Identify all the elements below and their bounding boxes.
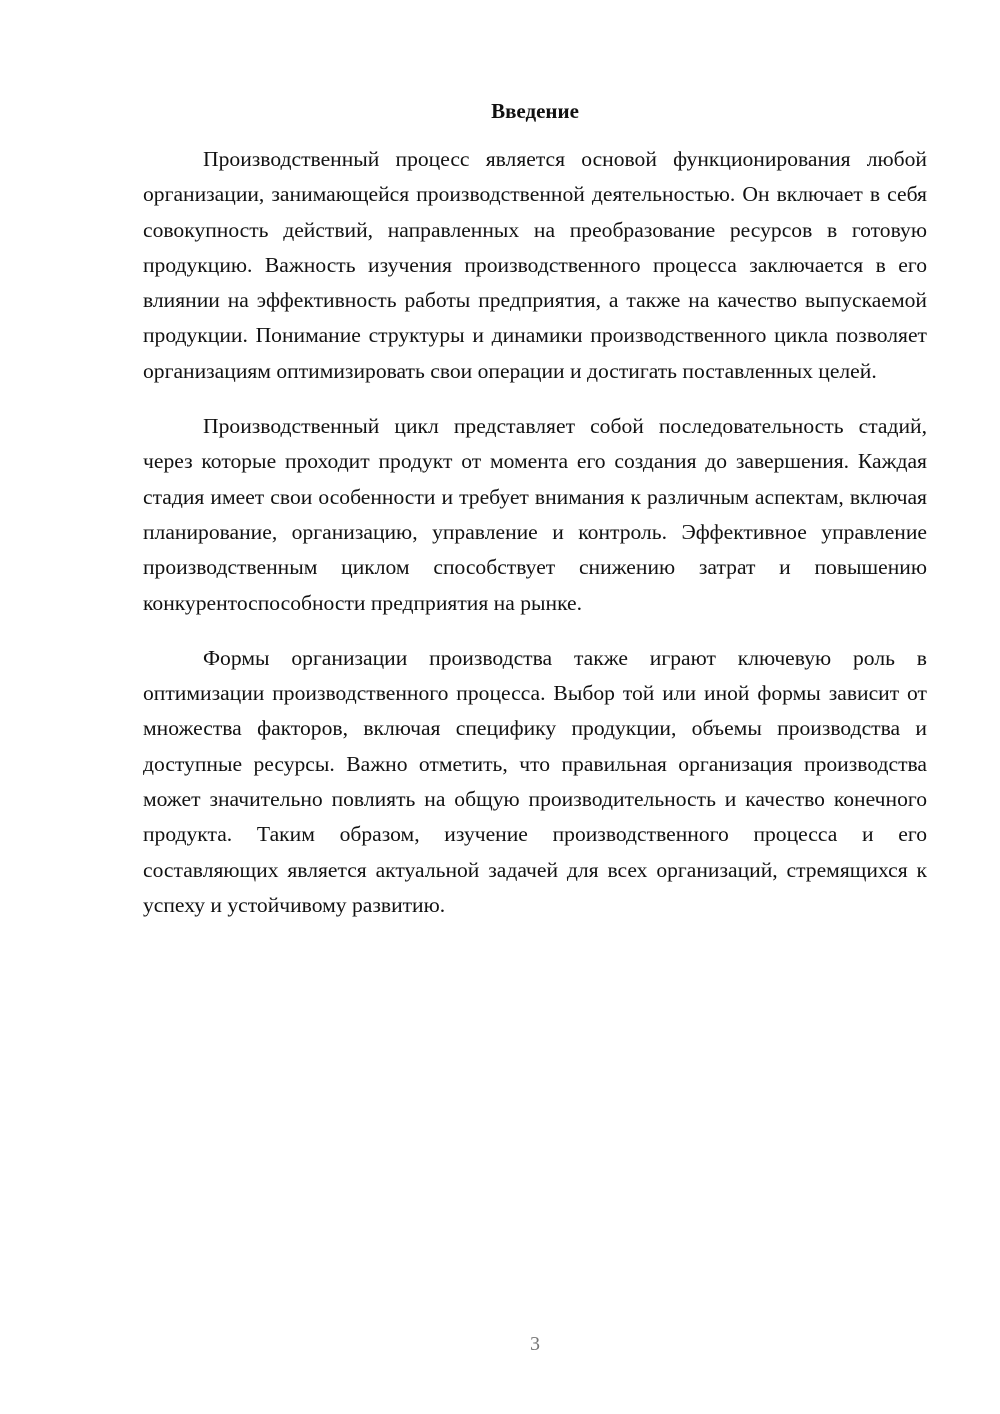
section-title: Введение [491, 99, 579, 123]
page-number: 3 [530, 1333, 540, 1355]
body-text [143, 142, 927, 943]
paragraph-1: Производственный процесс является основой функционирования любой организации, занимающейся производственной деятельностью. Он включает в себя совокупность действий, направленных на преобразование ресурсов в готовую продукцию. Важность изучения производственного процесса заключается в его влиянии на эффективность работы предприятия, а также на качество выпускаемой продукции. Понимание структуры и динамики производственного цикла позволяет организациям оптимизировать свои операции и достигать поставленных целей. [143, 147, 927, 383]
paragraph-3: Формы организации производства также играют ключевую роль в оптимизации производственного процесса. Выбор той или иной формы зависит от множества факторов, включая специфику продукции, объемы производства и доступные ресурсы. Важно отметить, что правильная организация производства может значительно повлиять на общую производительность и качество конечного продукта. Таким образом, изучение производственного процесса и его составляющих является актуальной задачей для всех организаций, стремящихся к успеху и устойчивому развитию. [143, 645, 927, 917]
paragraph-2: Производственный цикл представляет собой последовательность стадий, через которые проходит продукт от момента его создания до завершения. Каждая стадия имеет свои особенности и требует внимания к различным аспектам, включая планирование, организацию, управление и контроль. Эффективное управление производственным циклом способствует снижению затрат и повышению конкурентоспособности предприятия на рынке. [143, 414, 927, 615]
